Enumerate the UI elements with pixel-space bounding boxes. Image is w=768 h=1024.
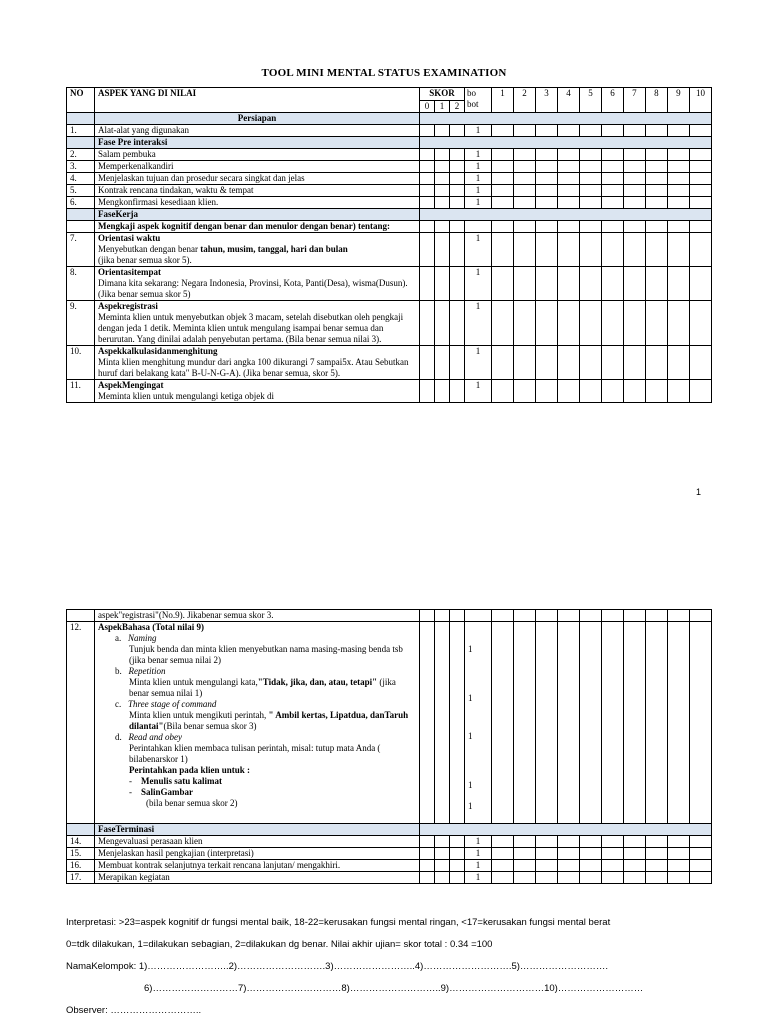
- row-no: 4.: [67, 173, 95, 185]
- row-no: 16.: [67, 860, 95, 872]
- sub-body: Perintahkan klien membaca tulisan perintah, misal: tutup mata Anda ( bilabenarskor 1): [129, 743, 381, 764]
- interpretation-note: Interpretasi: >23=aspek kognitif dr fungsi mental baik, 18-22=kerusakan fungsi mental ringan, <17=kerusakan fungsi mental berat: [66, 917, 611, 928]
- row-bobot: 1: [465, 860, 492, 872]
- sub-label: d.: [115, 732, 122, 742]
- kerja-intro: Mengkaji aspek kognitif dengan benar dan menulor dengan benar) tentang:: [95, 221, 420, 233]
- row-bobot: 1: [465, 301, 492, 346]
- continued-text: aspek"registrasi"(No.9). Jikabenar semua skor 3.: [95, 610, 420, 622]
- section-persiapan: Persiapan: [95, 113, 420, 125]
- item-body: Menyebutkan dengan benar: [98, 244, 201, 254]
- row-no: 11.: [67, 380, 95, 403]
- table-row: [67, 872, 712, 884]
- bullet-dash: -: [129, 776, 132, 786]
- sub-label: b.: [115, 666, 122, 676]
- bobot-c: 1: [468, 731, 473, 741]
- group-names-line1: NamaKelompok: 1)……………………..2)……………………….3)……………………..4)……………………….5)……………………….: [66, 961, 609, 972]
- page-number: 1: [696, 487, 702, 497]
- table-row: [67, 185, 712, 197]
- group-names-line2: 6)………………………7)…………………………8)………………………..9)…………………………10)………………………: [144, 983, 644, 994]
- table-row: [67, 622, 712, 824]
- col-header-6: 6: [601, 88, 623, 113]
- item-title: AspekBahasa (Total nilai 9): [98, 622, 204, 632]
- row-no: 8.: [67, 267, 95, 301]
- item-title: AspekMengingat: [98, 380, 164, 390]
- table-row: [67, 125, 712, 137]
- table-row: [67, 380, 712, 403]
- col-header-8: 8: [645, 88, 667, 113]
- item-body: Meminta klien untuk menyebutkan objek 3 macam, setelah disebutkan oleh pengkaji dengan jeda 1 detik. Meminta klien untuk mengulang isampai benar semua dan berurutan. Yang dinilai adalah penyebutan pertama. (Bila benar semua nilai 3).: [98, 312, 404, 344]
- table-row: [67, 161, 712, 173]
- table-row: [67, 860, 712, 872]
- scoring-note: 0=tdk dilakukan, 1=dilakukan sebagian, 2=dilakukan dg benar. Nilai akhir ujian= skor total : 0.34 =100: [66, 939, 493, 950]
- row-bobot: 1: [465, 161, 492, 173]
- table-row: [67, 848, 712, 860]
- row-bobot: 1: [465, 267, 492, 301]
- row-text: Memperkenalkandiri: [95, 161, 420, 173]
- command-note: (bila benar semua skor 2): [146, 798, 238, 808]
- row-text: Alat-alat yang digunakan: [95, 125, 420, 137]
- assessment-table-page2: [66, 609, 712, 884]
- command-title: Perintahkan pada klien untuk :: [129, 765, 251, 775]
- col-header-1: 1: [492, 88, 514, 113]
- row-text: [95, 622, 420, 824]
- sub-body-bold: "Tidak, jika, dan, atau, tetapi": [257, 677, 378, 687]
- sub-title: Naming: [128, 633, 157, 643]
- skor-col-0: 0: [420, 101, 435, 113]
- item-body: Dimana kita sekarang: Negara Indonesia, Provinsi, Kota, Panti(Desa), wisma(Dusun). (Jika benar semua skor 5): [98, 278, 408, 299]
- row-text: Merapikan kegiatan: [95, 872, 420, 884]
- sub-title: Repetition: [128, 666, 166, 676]
- table-row: [67, 233, 712, 267]
- page-title: TOOL MINI MENTAL STATUS EXAMINATION: [261, 67, 507, 79]
- table-row: [67, 197, 712, 209]
- row-text: Membuat kontrak selanjutnya terkait rencana lanjutan/ mengakhiri.: [95, 860, 420, 872]
- assessment-table-page1: [66, 87, 712, 403]
- row-no: 3.: [67, 161, 95, 173]
- item-title: Orientasi waktu: [98, 233, 161, 243]
- sub-title: Three stage of command: [128, 699, 217, 709]
- row-bobot: 1: [465, 380, 492, 403]
- command-item: Menulis satu kalimat: [141, 776, 223, 786]
- bobot-b: 1: [468, 693, 473, 703]
- bobot-d: 1: [468, 780, 473, 790]
- row-bobot: [465, 622, 492, 824]
- row-bobot: 1: [465, 197, 492, 209]
- row-bobot: 1: [465, 185, 492, 197]
- row-text: Mengkonfirmasi kesediaan klien.: [95, 197, 420, 209]
- row-no: 2.: [67, 149, 95, 161]
- row-bobot: 1: [465, 173, 492, 185]
- section-fase-kerja: FaseKerja: [95, 209, 420, 221]
- sub-body: Tunjuk benda dan minta klien menyebutkan nama masing-masing benda tsb (jika benar semua nilai 2): [129, 644, 403, 665]
- row-no: 6.: [67, 197, 95, 209]
- row-bobot: 1: [465, 149, 492, 161]
- row-no: 14.: [67, 836, 95, 848]
- col-header-skor: SKOR: [420, 88, 465, 101]
- row-no: 1.: [67, 125, 95, 137]
- table-row: [67, 149, 712, 161]
- row-bobot: 1: [465, 233, 492, 267]
- table-row: [67, 267, 712, 301]
- section-row: [67, 113, 712, 125]
- table-row: [67, 173, 712, 185]
- sub-body: (Bila benar semua skor 3): [163, 721, 257, 731]
- row-text: Kontrak rencana tindakan, waktu & tempat: [95, 185, 420, 197]
- row-text: Mengevaluasi perasaan klien: [95, 836, 420, 848]
- row-no: 5.: [67, 185, 95, 197]
- bobot-e: 1: [468, 801, 473, 811]
- row-text: [95, 233, 420, 267]
- row-bobot: 1: [465, 125, 492, 137]
- table-row: [67, 221, 712, 233]
- row-text: [95, 380, 420, 403]
- item-body: (jika benar semua skor 5).: [98, 255, 192, 265]
- section-row: [67, 824, 712, 836]
- row-text: Salam pembuka: [95, 149, 420, 161]
- section-row: [67, 209, 712, 221]
- row-no: 7.: [67, 233, 95, 267]
- row-text: Menjelaskan tujuan dan prosedur secara singkat dan jelas: [95, 173, 420, 185]
- row-text: [95, 301, 420, 346]
- col-header-3: 3: [536, 88, 558, 113]
- table-row: [67, 301, 712, 346]
- col-header-4: 4: [557, 88, 579, 113]
- bobot-a: 1: [468, 644, 473, 654]
- col-header-no: NO: [67, 88, 95, 113]
- row-no: 17.: [67, 872, 95, 884]
- sub-body: (jika benar semua nilai 1): [129, 677, 396, 698]
- row-bobot: 1: [465, 872, 492, 884]
- col-header-10: 10: [689, 88, 711, 113]
- sub-body: Minta klien untuk mengikuti perintah,: [129, 710, 269, 720]
- sub-body: Minta klien untuk mengulangi kata,: [129, 677, 258, 687]
- command-item: SalinGambar: [141, 787, 194, 797]
- sub-label: a.: [115, 633, 122, 643]
- row-text: Menjelaskan hasil pengkajian (interpretasi): [95, 848, 420, 860]
- bullet-dash: -: [129, 787, 132, 797]
- row-bobot: 1: [465, 346, 492, 380]
- sub-label: c.: [115, 699, 122, 709]
- item-title: Aspekkalkulasidanmenghitung: [98, 346, 218, 356]
- item-body-bold: tahun, musim, tanggal, hari dan bulan: [200, 244, 348, 254]
- item-title: Aspekregistrasi: [98, 301, 158, 311]
- row-bobot: 1: [465, 836, 492, 848]
- col-header-9: 9: [667, 88, 689, 113]
- skor-col-1: 1: [435, 101, 450, 113]
- table-row: [67, 836, 712, 848]
- item-body: Minta klien menghitung mundur dari angka 100 dikurangi 7 sampai5x. Atau Sebutkan huruf dari belakang kata" B-U-N-G-A). (Jika benar semua, skor 5).: [98, 357, 409, 378]
- table-row: [67, 610, 712, 622]
- row-no: 9.: [67, 301, 95, 346]
- table-row: [67, 346, 712, 380]
- skor-col-2: 2: [450, 101, 465, 113]
- sub-body-bold: " Ambil kertas, Lipatdua, danTaruh dilantai": [129, 710, 409, 731]
- section-row: [67, 137, 712, 149]
- row-no: 10.: [67, 346, 95, 380]
- col-header-5: 5: [579, 88, 601, 113]
- row-text: [95, 346, 420, 380]
- section-fase-pre: Fase Pre interaksi: [95, 137, 420, 149]
- col-header-bobot: bo bot: [465, 88, 492, 113]
- row-text: [95, 267, 420, 301]
- observer-line: Observer: ………………………..: [66, 1005, 202, 1016]
- row-no: 12.: [67, 622, 95, 824]
- col-header-aspek: ASPEK YANG DI NILAI: [95, 88, 420, 113]
- section-fase-terminasi: FaseTerminasi: [95, 824, 420, 836]
- sub-title: Read and obey: [128, 732, 182, 742]
- col-header-7: 7: [623, 88, 645, 113]
- row-no: 15.: [67, 848, 95, 860]
- item-title: Orientasitempat: [98, 267, 161, 277]
- col-header-2: 2: [514, 88, 536, 113]
- item-body: Meminta klien untuk mengulangi ketiga objek di: [98, 391, 274, 401]
- row-bobot: 1: [465, 848, 492, 860]
